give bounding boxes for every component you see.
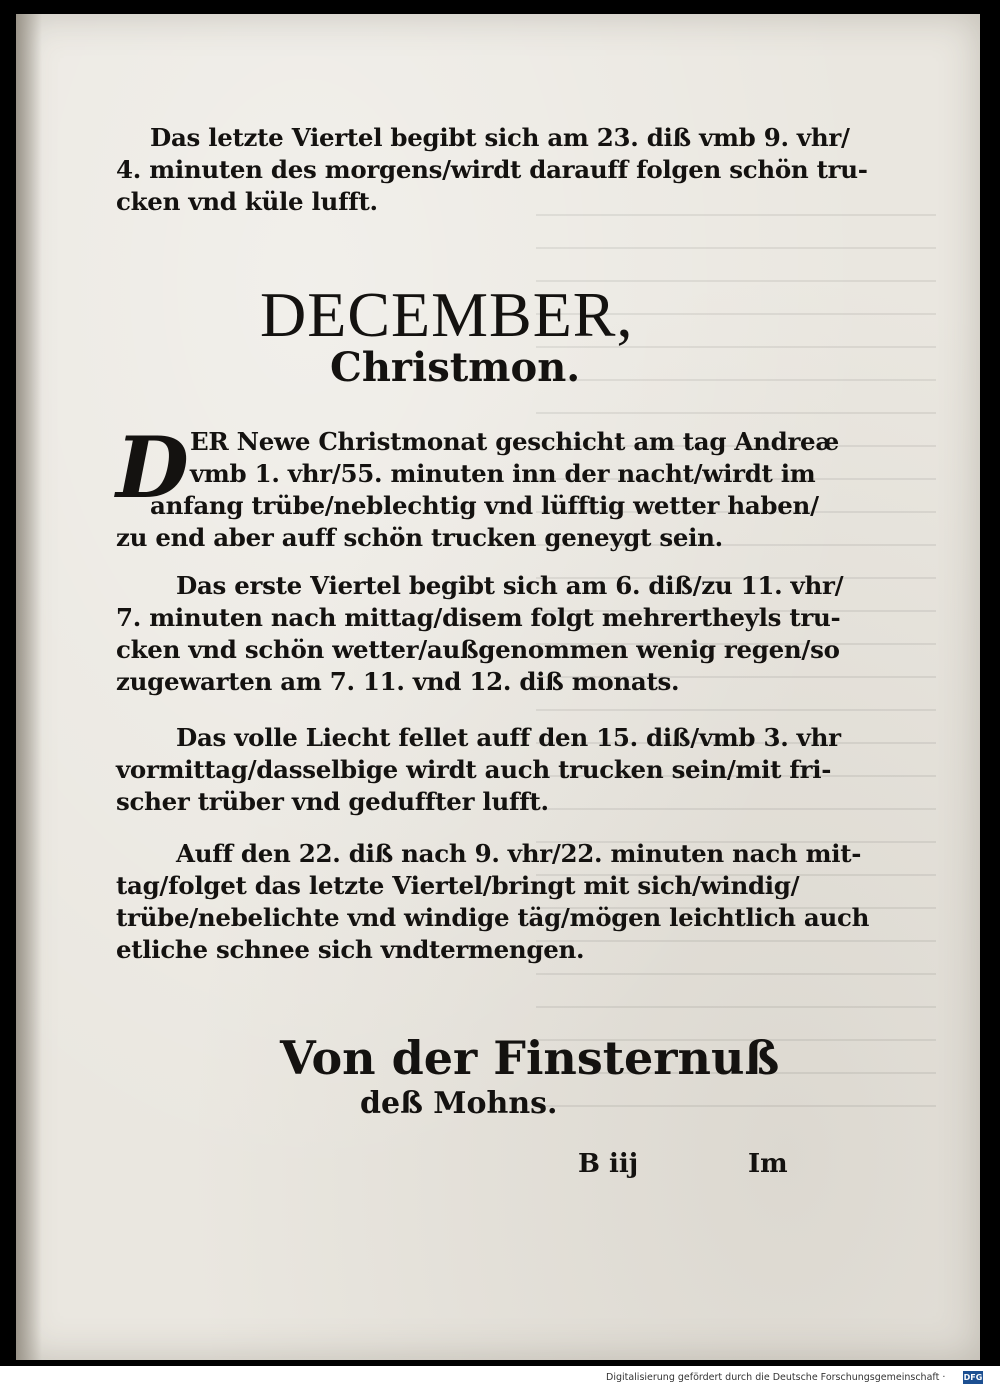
dfg-logo: DFG xyxy=(963,1373,983,1382)
text-line: Das letzte Viertel begibt sich am 23. diß vmb 9. vhr/ xyxy=(150,123,850,152)
funding-note: Digitalisierung gefördert durch die Deutsche Forschungsgemeinschaft · xyxy=(606,1372,946,1383)
text-line: cken vnd schön wetter/außgenommen wenig regen/so xyxy=(116,635,840,664)
text-line: 7. minuten nach mittag/disem folgt mehrertheyls tru- xyxy=(116,603,841,632)
text-line: etliche schnee sich vndtermengen. xyxy=(116,935,585,964)
binding-shadow xyxy=(16,14,42,1360)
text-line: 4. minuten des morgens/wirdt darauff folgen schön tru- xyxy=(116,155,868,184)
text-line: Das volle Liecht fellet auff den 15. diß/vmb 3. vhr xyxy=(176,723,841,752)
text-line: cken vnd küle lufft. xyxy=(116,187,378,216)
text-line: ER Newe Christmonat geschicht am tag Andreæ xyxy=(190,427,839,456)
signature-mark: B iij xyxy=(578,1149,639,1179)
text-line: Auff den 22. diß nach 9. vhr/22. minuten nach mit- xyxy=(176,839,862,868)
section-subheading: deß Mohns. xyxy=(360,1086,558,1121)
text-line: trübe/nebelichte vnd windige täg/mögen leichtlich auch xyxy=(116,903,870,932)
text-line: anfang trübe/neblechtig vnd lüfftig wetter haben/ xyxy=(150,491,819,520)
section-heading: Von der Finsternuß xyxy=(280,1031,780,1085)
month-subtitle: Christmon. xyxy=(330,344,581,391)
month-title: DECEMBER, xyxy=(260,279,634,350)
catchword: Im xyxy=(748,1149,788,1179)
text-line: scher trüber vnd geduffter lufft. xyxy=(116,787,549,816)
text-line: zugewarten am 7. 11. vnd 12. diß monats. xyxy=(116,667,680,696)
drop-cap: D xyxy=(116,418,189,517)
text-line: vmb 1. vhr/55. minuten inn der nacht/wirdt im xyxy=(190,459,816,488)
text-line: Das erste Viertel begibt sich am 6. diß/zu 11. vhr/ xyxy=(176,571,844,600)
text-line: zu end aber auff schön trucken geneygt sein. xyxy=(116,523,723,552)
text-line: vormittag/dasselbige wirdt auch trucken sein/mit fri- xyxy=(116,755,832,784)
text-line: tag/folget das letzte Viertel/bringt mit sich/windig/ xyxy=(116,871,800,900)
